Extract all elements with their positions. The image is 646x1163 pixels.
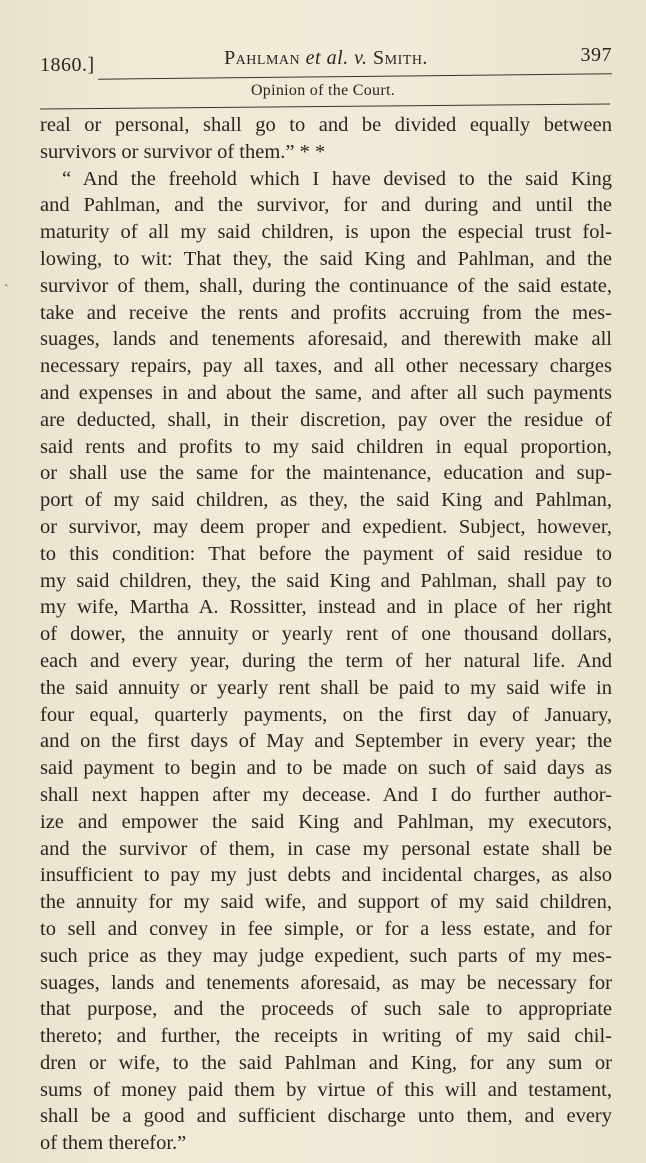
- section-rule: [40, 104, 610, 110]
- text-line: each and every year, during the term of her natural life. And: [40, 649, 612, 672]
- text-line: said rents and profits to my said children in equal proportion,: [40, 435, 612, 458]
- text-line: lowing, to wit: That they, the said King and Pahlman, and the: [40, 247, 612, 270]
- text-line: suages, lands and tenements aforesaid, as may be necessary for: [40, 971, 612, 994]
- body-text: [40, 112, 612, 1157]
- text-line: the annuity for my said wife, and support of my said children,: [40, 891, 612, 914]
- section-title: Opinion of the Court.: [250, 82, 396, 99]
- header-rule: [98, 73, 612, 79]
- text-line: to this condition: That before the payment of said residue to: [40, 542, 612, 565]
- text-line: my said children, they, the said King and Pahlman, shall pay to: [40, 569, 612, 592]
- page-number: 397: [580, 44, 612, 66]
- text-line: sums of money paid them by virtue of this will and testament,: [40, 1078, 612, 1101]
- text-line: my wife, Martha A. Rossitter, instead and in place of her right: [40, 596, 612, 619]
- text-line: and on the first days of May and September in every year; the: [40, 730, 612, 753]
- case-et-al: et al. v.: [305, 47, 368, 69]
- text-line: thereto; and further, the receipts in writing of my said chil-: [40, 1025, 612, 1048]
- text-line: and Pahlman, and the survivor, for and during and until the: [40, 194, 612, 217]
- text-line: and expenses in and about the same, and after all such payments: [40, 381, 612, 404]
- text-line: necessary repairs, pay all taxes, and all other necessary charges: [40, 355, 612, 378]
- header-year: 1860.]: [40, 54, 95, 76]
- text-line: four equal, quarterly payments, on the first day of January,: [40, 703, 612, 726]
- header-case-title: [40, 47, 612, 70]
- text-line: real or personal, shall go to and be divided equally between: [40, 114, 612, 136]
- running-head: [40, 44, 612, 74]
- text-line: of dower, the annuity or yearly rent of one thousand dollars,: [40, 623, 612, 646]
- text-line: port of my said children, as they, the said King and Pahlman,: [40, 489, 612, 512]
- text-line: take and receive the rents and profits accruing from the mes-: [40, 301, 612, 324]
- text-line: and the survivor of them, in case my personal estate shall be: [40, 837, 612, 860]
- text-line: insufficient to pay my just debts and incidental charges, as also: [40, 864, 612, 887]
- text-line: maturity of all my said children, is upon the especial trust fol-: [40, 221, 612, 244]
- text-line: of them therefor.”: [40, 1132, 187, 1155]
- text-line: dren or wife, to the said Pahlman and King, for any sum or: [40, 1051, 612, 1074]
- case-party-1: Pahlman: [224, 47, 301, 69]
- text-line: the said annuity or yearly rent shall be paid to my said wife in: [40, 676, 612, 699]
- text-line: “ And the freehold which I have devised to the said King: [62, 167, 612, 190]
- text-line: such price as they may judge expedient, such parts of my mes-: [40, 944, 612, 967]
- text-line: or survivor, may deem proper and expedient. Subject, however,: [40, 515, 612, 538]
- text-line: survivors or survivor of them.” * *: [40, 140, 326, 163]
- text-line: or shall use the same for the maintenance, education and sup-: [40, 462, 612, 485]
- text-line: survivor of them, shall, during the continuance of the said estate,: [40, 274, 612, 297]
- text-line: that purpose, and the proceeds of such sale to appropriate: [40, 998, 612, 1021]
- text-line: shall be a good and sufficient discharge unto them, and every: [40, 1105, 612, 1128]
- text-line: to sell and convey in fee simple, or for a less estate, and for: [40, 917, 612, 940]
- text-line: said payment to begin and to be made on such of said days as: [40, 757, 612, 780]
- text-line: are deducted, shall, in their discretion, pay over the residue of: [40, 408, 612, 431]
- text-line: ize and empower the said King and Pahlman, my executors,: [40, 810, 612, 833]
- case-party-2: Smith.: [373, 47, 428, 69]
- margin-mark: `: [4, 283, 9, 298]
- text-line: shall next happen after my decease. And I do further author-: [40, 783, 612, 806]
- text-line: suages, lands and tenements aforesaid, and therewith make all: [40, 328, 612, 351]
